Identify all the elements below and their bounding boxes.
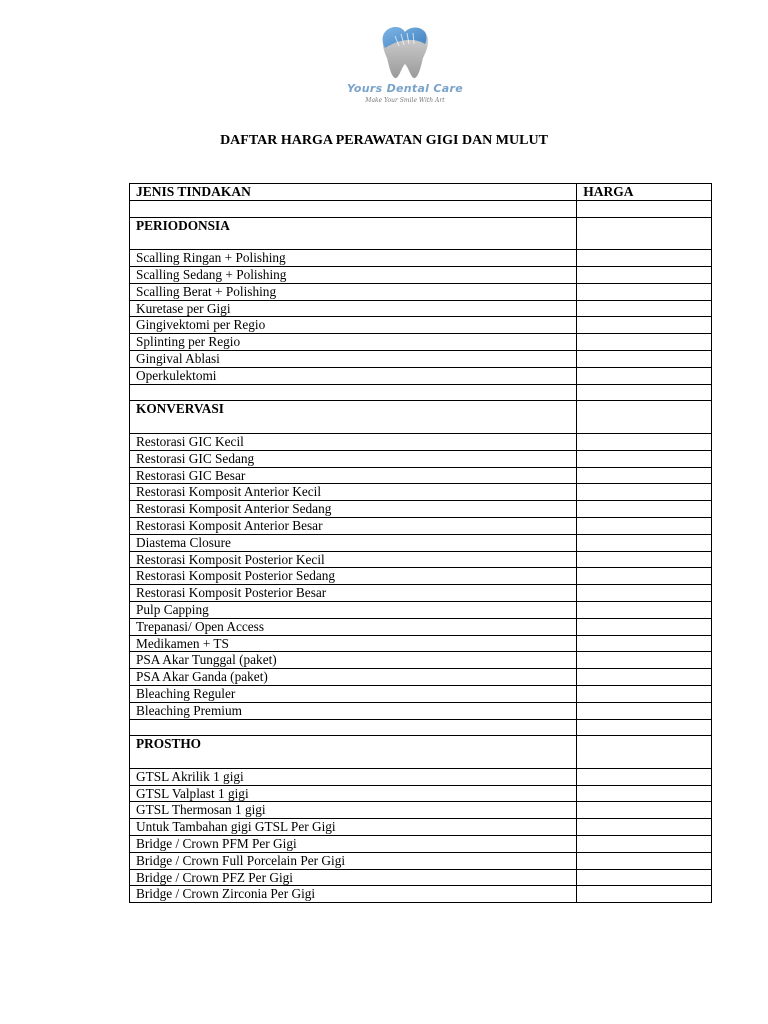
clinic-logo [340, 24, 470, 120]
table-row-price [577, 467, 712, 484]
table-row-label: PSA Akar Tunggal (paket) [130, 652, 577, 669]
table-row [130, 317, 712, 334]
blank-row-price [577, 384, 712, 401]
table-row-label: Diastema Closure [130, 534, 577, 551]
table-row-price [577, 551, 712, 568]
table-row [130, 350, 712, 367]
table-row-price [577, 300, 712, 317]
clinic-tagline: Make Your Smile With Art [365, 97, 445, 104]
table-row [130, 568, 712, 585]
table-row-price [577, 601, 712, 618]
table-row-price [577, 433, 712, 450]
clinic-brand-name: Yours Dental Care [347, 82, 463, 95]
section-row-price [577, 217, 712, 250]
table-row [130, 367, 712, 384]
table-row [130, 300, 712, 317]
table-row [130, 250, 712, 267]
blank-row-price [577, 719, 712, 736]
table-row [130, 652, 712, 669]
table-row [130, 266, 712, 283]
table-row-price [577, 568, 712, 585]
price-table [129, 183, 712, 903]
table-row-label: Restorasi Komposit Posterior Sedang [130, 568, 577, 585]
table-row [130, 785, 712, 802]
tooth-logo-icon [375, 24, 435, 80]
table-row-label: Restorasi GIC Sedang [130, 450, 577, 467]
table-row [130, 618, 712, 635]
table-row [130, 852, 712, 869]
table-row-label: Bridge / Crown PFM Per Gigi [130, 836, 577, 853]
table-row [130, 450, 712, 467]
table-row-label: Kuretase per Gigi [130, 300, 577, 317]
table-row-label: Trepanasi/ Open Access [130, 618, 577, 635]
table-row-label: Bridge / Crown Full Porcelain Per Gigi [130, 852, 577, 869]
blank-row-label [130, 200, 577, 217]
table-row-label: Bleaching Reguler [130, 685, 577, 702]
table-row-price [577, 283, 712, 300]
table-row-label: Restorasi GIC Besar [130, 467, 577, 484]
document-title: DAFTAR HARGA PERAWATAN GIGI DAN MULUT [220, 133, 548, 148]
table-row-label: Restorasi Komposit Anterior Sedang [130, 501, 577, 518]
table-row-label: Scalling Berat + Polishing [130, 283, 577, 300]
table-row-price [577, 669, 712, 686]
table-row [130, 886, 712, 903]
table-row-price [577, 334, 712, 351]
table-row-price [577, 886, 712, 903]
table-row [130, 601, 712, 618]
blank-row [130, 384, 712, 401]
blank-row-label [130, 719, 577, 736]
table-row-label: GTSL Akrilik 1 gigi [130, 768, 577, 785]
table-row-price [577, 685, 712, 702]
table-row-label: PSA Akar Ganda (paket) [130, 669, 577, 686]
table-row [130, 585, 712, 602]
table-row-price [577, 350, 712, 367]
table-row [130, 484, 712, 501]
table-row-label: Splinting per Regio [130, 334, 577, 351]
table-row-label: Untuk Tambahan gigi GTSL Per Gigi [130, 819, 577, 836]
table-row-label: GTSL Thermosan 1 gigi [130, 802, 577, 819]
table-row [130, 334, 712, 351]
table-row-label: Bleaching Premium [130, 702, 577, 719]
table-row-label: Bridge / Crown Zirconia Per Gigi [130, 886, 577, 903]
table-row-price [577, 836, 712, 853]
blank-row [130, 719, 712, 736]
table-row [130, 635, 712, 652]
table-row-price [577, 317, 712, 334]
table-row-label: Restorasi GIC Kecil [130, 433, 577, 450]
table-row-price [577, 768, 712, 785]
table-row-price [577, 517, 712, 534]
table-row-label: Gingivektomi per Regio [130, 317, 577, 334]
blank-row [130, 200, 712, 217]
table-row-price [577, 852, 712, 869]
table-row [130, 467, 712, 484]
table-row-label: Bridge / Crown PFZ Per Gigi [130, 869, 577, 886]
table-row-price [577, 534, 712, 551]
table-row-price [577, 266, 712, 283]
table-row-label: Medikamen + TS [130, 635, 577, 652]
table-row-price [577, 802, 712, 819]
table-header-row [130, 184, 712, 201]
header-price: HARGA [577, 184, 712, 201]
table-row [130, 685, 712, 702]
table-row [130, 802, 712, 819]
table-row-price [577, 869, 712, 886]
table-row [130, 534, 712, 551]
table-row-price [577, 450, 712, 467]
table-row-price [577, 367, 712, 384]
blank-row-price [577, 200, 712, 217]
table-row [130, 283, 712, 300]
table-row-label: Restorasi Komposit Anterior Besar [130, 517, 577, 534]
header-name: JENIS TINDAKAN [130, 184, 577, 201]
table-row [130, 768, 712, 785]
section-row-label: PROSTHO [130, 736, 577, 769]
table-row-label: Operkulektomi [130, 367, 577, 384]
table-row-price [577, 250, 712, 267]
table-row-label: Restorasi Komposit Posterior Besar [130, 585, 577, 602]
table-row [130, 702, 712, 719]
table-row [130, 433, 712, 450]
table-row-label: GTSL Valplast 1 gigi [130, 785, 577, 802]
section-row [130, 217, 712, 250]
table-row [130, 836, 712, 853]
table-row [130, 669, 712, 686]
table-row-price [577, 652, 712, 669]
table-row-price [577, 819, 712, 836]
table-row-price [577, 635, 712, 652]
section-row-price [577, 736, 712, 769]
section-row [130, 736, 712, 769]
table-row-price [577, 585, 712, 602]
table-row-price [577, 785, 712, 802]
section-row-label: PERIODONSIA [130, 217, 577, 250]
table-row-label: Restorasi Komposit Posterior Kecil [130, 551, 577, 568]
table-row-label: Pulp Capping [130, 601, 577, 618]
table-row-label: Scalling Ringan + Polishing [130, 250, 577, 267]
table-row-price [577, 702, 712, 719]
blank-row-label [130, 384, 577, 401]
table-row [130, 869, 712, 886]
table-row-label: Scalling Sedang + Polishing [130, 266, 577, 283]
table-row-price [577, 484, 712, 501]
table-row [130, 501, 712, 518]
section-row-label: KONVERVASI [130, 401, 577, 434]
table-row-price [577, 618, 712, 635]
table-row [130, 517, 712, 534]
table-row-label: Restorasi Komposit Anterior Kecil [130, 484, 577, 501]
section-row-price [577, 401, 712, 434]
table-row [130, 551, 712, 568]
table-row [130, 819, 712, 836]
section-row [130, 401, 712, 434]
table-row-label: Gingival Ablasi [130, 350, 577, 367]
table-row-price [577, 501, 712, 518]
